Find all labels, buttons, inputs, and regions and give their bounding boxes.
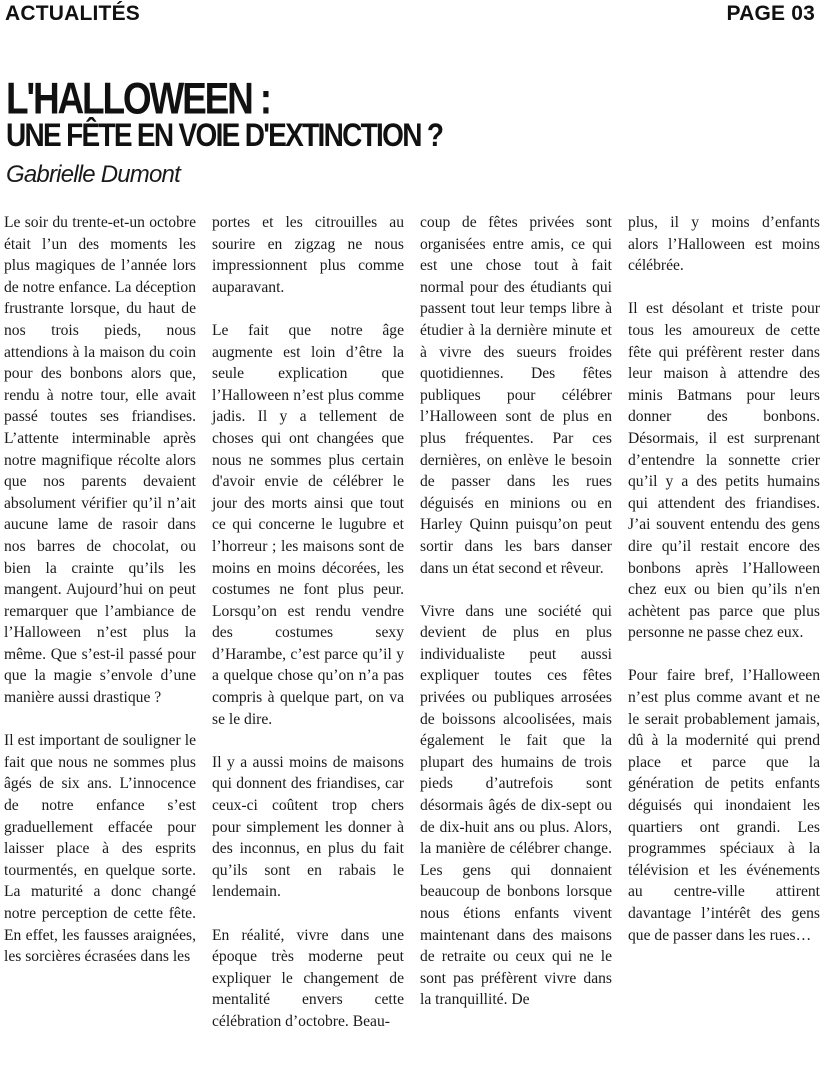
paragraph: Il est important de souligner le fait que nous ne sommes plus âgés de six ans. L’innocence de notre enfance s’est graduellement effacée pour laisser place à des esprits tourmentés, en quelque sorte. La maturité a donc changé notre perception de cette fête. En effet, les fausses araignées, les sorcières écrasées dans les <box>4 732 196 966</box>
paragraph: Le soir du trente-et-un octobre était l’un des moments les plus magiques de l’année lors de notre enfance. La déception frustrante lorsque, du haut de nos trois pieds, nous attendions à la maison du coin pour des bonbons alors que, rendu à notre tour, elle avait passé toutes ses friandises. L’attente interminable après notre magnifique récolte alors que nos parents devaient absolument vérifier qu’il n’ait aucune lame de rasoir dans nos barres de chocolat, ou bien la crainte qu’ils les mangent. Aujourd’hui on peut remarquer que l’ambiance de l’Halloween n’est plus la même. Que s’est-il passé pour que la magie s’envole d’une manière aussi drastique ? <box>4 214 196 707</box>
article-column-3 <box>420 212 612 1062</box>
paragraph: coup de fêtes privées sont organisées entre amis, ce qui est une chose tout à fait normal pour des étudiants qui passent tout leur temps libre à étudier à la dernière minute et à vivre des sueurs froides quotidiennes. Des fêtes publiques pour célébrer l’Halloween sont de plus en plus fréquentes. Par ces dernières, on enlève le besoin de passer dans les rues déguisés en minions ou en Harley Quinn puisqu’on peut sortir dans les bars danser dans un état second et rêveur. <box>420 214 612 577</box>
article-title: L'HALLOWEEN : <box>6 74 270 124</box>
paragraph: En réalité, vivre dans une époque très moderne peut expliquer le changement de mentalité envers cette célébration d’octobre. Beau- <box>212 926 404 1030</box>
page-number: PAGE 03 <box>726 2 815 25</box>
article-column-2 <box>212 212 404 1062</box>
section-label: ACTUALITÉS <box>5 2 140 25</box>
paragraph: Il y a aussi moins de maisons qui donnent des friandises, car ceux-ci coûtent trop chers pour simplement les donner à des inconnus, en plus du fait qu’ils sont en rabais le lendemain. <box>212 753 404 901</box>
article-column-1 <box>4 212 196 1062</box>
article-column-4 <box>628 212 820 1062</box>
paragraph: Pour faire bref, l’Halloween n’est plus comme avant et ne le serait probablement jamais, dû à la modernité qui prend place et parce que la génération de petits enfants déguisés qui inondaient les quartiers ont grandi. Les programmes spéciaux à la télévision et les événements au centre-ville attirent davantage l’intérêt des gens que de passer dans les rues… <box>628 667 820 944</box>
paragraph: portes et les citrouilles au sourire en zigzag ne nous impressionnent plus comme auparavant. <box>212 214 404 296</box>
paragraph: Il est désolant et triste pour tous les amoureux de cette fête qui préfèrent rester dans leur maison à attendre des minis Batmans pour leurs donner des bonbons. Désormais, il est surprenant d’entendre la sonnette crier qu’il y a des petits humains qui attendent des friandises. J’ai souvent entendu des gens dire qu’il restait encore des bonbons après l’Halloween chez eux ou bien qu’ils n'en achètent pas parce que plus personne ne passe chez eux. <box>628 300 820 642</box>
article-author: Gabrielle Dumont <box>6 161 180 188</box>
paragraph: Le fait que notre âge augmente est loin d’être la seule explication que l’Halloween n’est plus comme jadis. Il y a tellement de choses qui ont changées que nous ne sommes plus certain d'avoir envie de célébrer le jour des morts ainsi que tout ce qui concerne le lugubre et l’horreur ; les maisons sont de moins en moins décorées, les costumes ne font plus peur. Lorsqu’on est rendu vendre des costumes sexy d’Harambe, c’est parce qu’il y a quelque chose qu’on n’a pas compris à quelque part, on va se le dire. <box>212 321 404 728</box>
paragraph: plus, il y moins d’enfants alors l’Halloween est moins célébrée. <box>628 214 820 275</box>
page-header <box>5 0 815 30</box>
paragraph: Vivre dans une société qui devient de plus en plus individualiste peut aussi expliquer toutes ces fêtes privées ou publiques arrosées de boissons alcoolisées, mais également le fait que la plupart des humains de trois pieds d’autrefois sont désormais âgés de dix-sept ou de dix-huit ans ou plus. Alors, la manière de célébrer change. Les gens qui donnaient beaucoup de bonbons lorsque nous étions enfants vivent maintenant dans des maisons de retraite ou ceux qui ne le sont pas préfèrent vivre dans la tranquillité. De <box>420 602 612 1009</box>
article-subtitle: UNE FÊTE EN VOIE D'EXTINCTION ? <box>6 117 443 154</box>
